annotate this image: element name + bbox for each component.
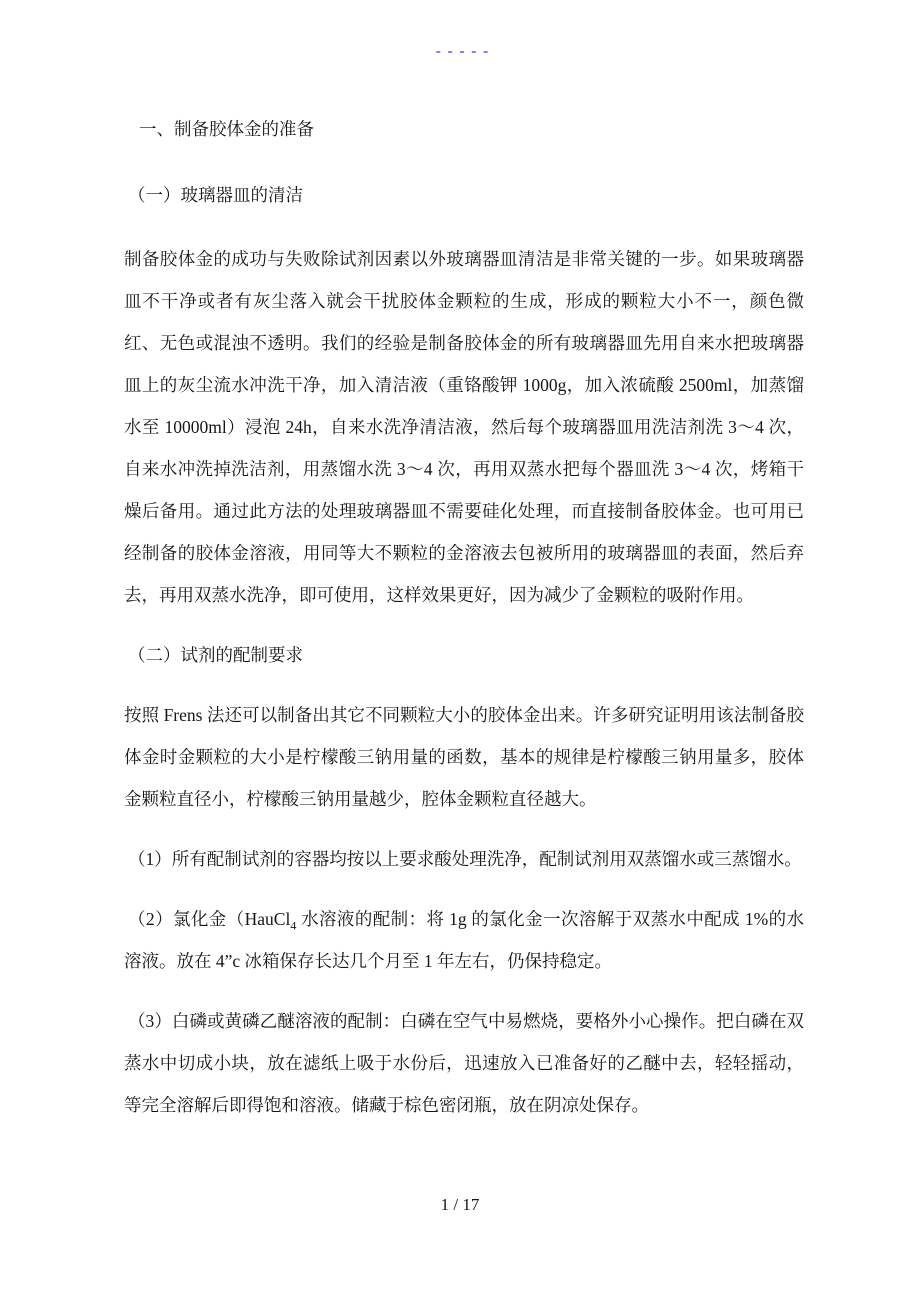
page-number-footer: 1 / 17	[440, 1195, 480, 1214]
list-item-1: （1）所有配制试剂的容器均按以上要求酸处理洗净，配制试剂用双蒸馏水或三蒸馏水。	[128, 849, 802, 869]
paragraph-reagent-requirements: 按照 Frens 法还可以制备出其它不同颗粒大小的胶体金出来。许多研究证明用该法制备胶体金时金颗粒的大小是柠檬酸三钠用量的函数，基本的规律是柠檬酸三钠用量多，胶体金颗粒直径小，柠檬酸三钠用量越少，腔体金颗粒直径越大。	[124, 705, 804, 809]
chemical-formula-subscript: 4	[290, 918, 297, 933]
list-item-3: （3）白磷或黄磷乙醚溶液的配制：白磷在空气中易燃烧，要格外小心操作。把白磷在双蒸水中切成小块，放在滤纸上吸于水份后，迅速放入已准备好的乙醚中去，轻轻摇动，等完全溶解后即得饱和溶液。储藏于棕色密闭瓶，放在阴凉处保存。	[124, 1011, 804, 1115]
section-heading-1: 一、制备胶体金的准备	[139, 119, 314, 139]
header-dash-marks: -----	[434, 45, 494, 60]
list-item-2-text-after-subscript: 水溶液的配制：将 1g 的氯化金一次溶解于双蒸水中配成 1%的水溶液。放在 4”c 冰箱保存长达几个月至 1 年左右，仍保持稳定。	[124, 909, 804, 971]
subsection-heading-2: （二）试剂的配制要求	[128, 645, 303, 665]
list-item-2	[124, 898, 804, 982]
list-item-2-text-before-subscript: （2）氯化金（HauCl	[128, 909, 291, 929]
subsection-heading-1: （一）玻璃器皿的清洁	[128, 185, 303, 205]
paragraph-glassware-cleaning: 制备胶体金的成功与失败除试剂因素以外玻璃器皿清洁是非常关键的一步。如果玻璃器皿不干净或者有灰尘落入就会干扰胶体金颗粒的生成，形成的颗粒大小不一，颜色微红、无色或混浊不透明。我们的经验是制备胶体金的所有玻璃器皿先用自来水把玻璃器皿上的灰尘流水冲洗干净，加入清洁液（重铬酸钾 1000g，加入浓硫酸 2500ml，加蒸馏水至 10000ml）浸泡 24h，自来水洗净清洁液，然后每个玻璃器皿用洗洁剂洗 3～4 次，自来水冲洗掉洗洁剂，用蒸馏水洗 3～4 次，再用双蒸水把每个器皿洗 3～4 次，烤箱干燥后备用。通过此方法的处理玻璃器皿不需要硅化处理，而直接制备胶体金。也可用已经制备的胶体金溶液，用同等大不颗粒的金溶液去包被所用的玻璃器皿的表面，然后弃去，再用双蒸水洗净，即可使用，这样效果更好，因为减少了金颗粒的吸附作用。	[124, 249, 804, 605]
